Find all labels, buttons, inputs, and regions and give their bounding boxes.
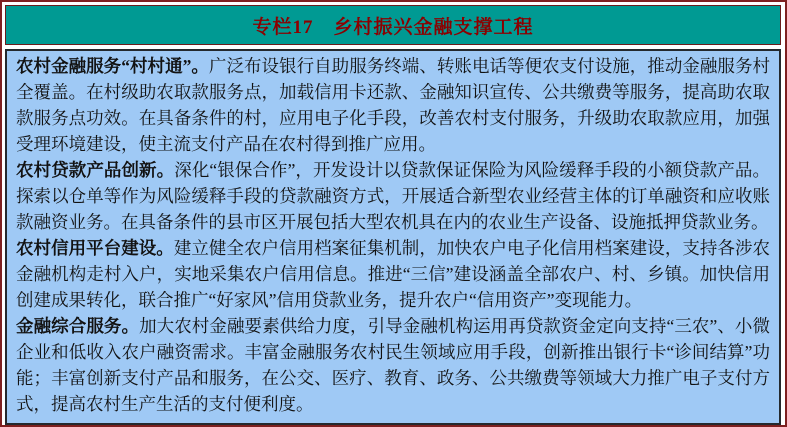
paragraph-text: 广泛布设银行自助服务终端、转账电话等便农支付设施，推动金融服务村全覆盖。在村级助农取款服务点，加载信用卡还款、金融知识宣传、公共缴费等服务，提高助农取款服务点功效。在具备条件的村，应用电子化手段，改善农村支付服务，升级助农取款应用，加强受理环境建设，使主流支付产品在农村得到推广应用。 (16, 56, 771, 154)
column-title: 专栏17 乡村振兴金融支撑工程 (252, 16, 534, 38)
paragraph-rural-loan-products (16, 157, 770, 235)
paragraph-lead: 农村信用平台建设。 (16, 238, 174, 258)
paragraph-rural-credit-platform (16, 235, 770, 313)
column-header (5, 5, 781, 45)
column-body (5, 49, 781, 425)
paragraph-lead: 金融综合服务。 (16, 316, 140, 336)
paragraph-rural-financial-services (16, 53, 770, 157)
paragraph-text: 建立健全农户信用档案征集机制，加快农户电子化信用档案建设，支持各涉农金融机构走村入户，实地采集农户信用信息。推进“三信”建设涵盖全部农户、村、乡镇。加快信用创建成果转化，联合推广“好家风”信用贷款业务，提升农户“信用资产”变现能力。 (16, 238, 771, 310)
paragraph-lead: 农村贷款产品创新。 (16, 160, 175, 180)
paragraph-text: 加大农村金融要素供给力度，引导金融机构运用再贷款资金定向支持“三农”、小微企业和低收入农户融资需求。丰富金融服务农村民生领域应用手段，创新推出银行卡“诊间结算”功能；丰富创新支付产品和服务，在公交、医疗、教育、政务、公共缴费等领域大力推广电子支付方式，提高农村生产生活的支付便利度。 (16, 316, 770, 414)
paragraph-lead: 农村金融服务“村村通”。 (16, 56, 209, 76)
paragraph-comprehensive-financial-services (16, 313, 770, 417)
paragraph-text: 深化“银保合作”，开发设计以贷款保证保险为风险缓释手段的小额贷款产品。探索以仓单等作为风险缓释手段的贷款融资方式，开展适合新型农业经营主体的订单融资和应收账款融资业务。在具备条件的县市区开展包括大型农机具在内的农业生产设备、设施抵押贷款业务。 (16, 160, 770, 232)
